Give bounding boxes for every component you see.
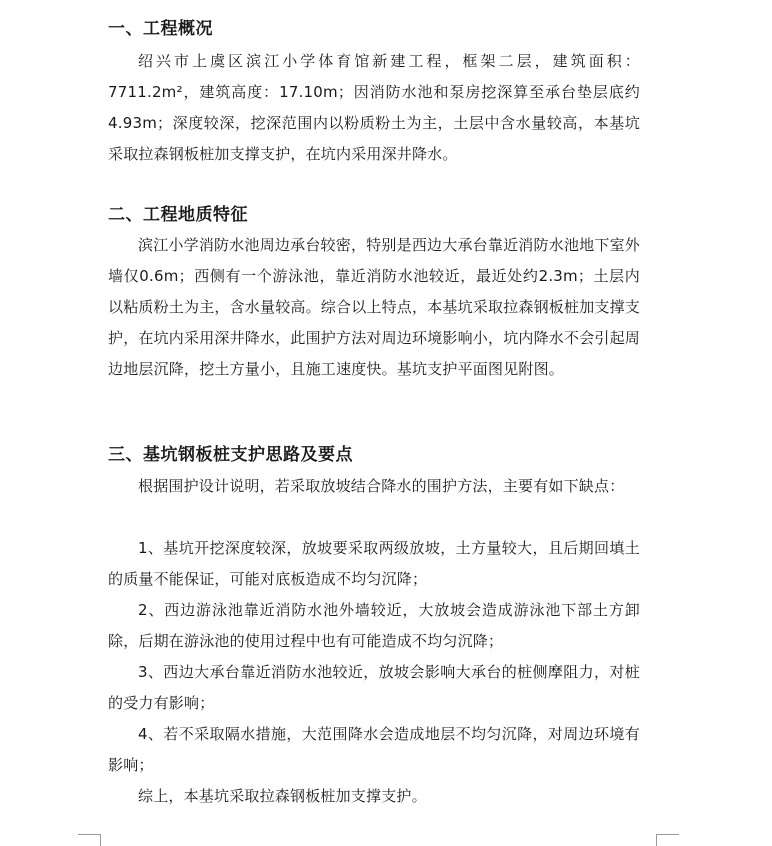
support-point-2: 2、西边游泳池靠近消防水池外墙较近，大放坡会造成游泳池下部土方卸除，后期在游泳池的使用过程中也有可能造成不均匀沉降； — [108, 601, 640, 650]
support-intro-paragraph: 根据围护设计说明，若采取放坡结合降水的围护方法，主要有如下缺点： — [138, 477, 625, 495]
section-heading-overview: 一、工程概况 — [108, 19, 213, 39]
support-point-4: 4、若不采取隔水措施，大范围降水会造成地层不均匀沉降，对周边环境有影响； — [108, 725, 640, 774]
page-corner-mark-right — [656, 834, 679, 846]
section-heading-geology: 二、工程地质特征 — [108, 205, 248, 225]
page-corner-mark-left — [78, 834, 101, 846]
support-conclusion: 综上，本基坑采取拉森钢板桩加支撑支护。 — [138, 787, 427, 805]
geology-paragraph: 滨江小学消防水池周边承台较密，特别是西边大承台靠近消防水池地下室外墙仅0.6m；西侧有一个游泳池，靠近消防水池较近，最近处约2.3m；土层内以粘质粉土为主，含水量较高。综合以上特点，本基坑采取拉森钢板桩加支撑支护，在坑内采用深井降水，此围护方法对周边环境影响小，坑内降水不会引起周边地层沉降，挖土方量小，且施工速度快。基坑支护平面图见附图。 — [108, 236, 641, 378]
support-point-1: 1、基坑开挖深度较深，放坡要采取两级放坡，土方量较大，且后期回填土的质量不能保证，可能对底板造成不均匀沉降； — [108, 539, 640, 588]
overview-paragraph: 绍兴市上虞区滨江小学体育馆新建工程，框架二层，建筑面积：7711.2m²，建筑高度：17.10m；因消防水池和泵房挖深算至承台垫层底约4.93m；深度较深，挖深范围内以粉质粉土为主，土层中含水量较高，本基坑采取拉森钢板桩加支撑支护，在坑内采用深井降水。 — [108, 52, 640, 163]
support-point-3: 3、西边大承台靠近消防水池较近，放坡会影响大承台的桩侧摩阻力，对桩的受力有影响； — [108, 663, 640, 712]
section-heading-support-approach: 三、基坑钢板桩支护思路及要点 — [108, 445, 353, 465]
